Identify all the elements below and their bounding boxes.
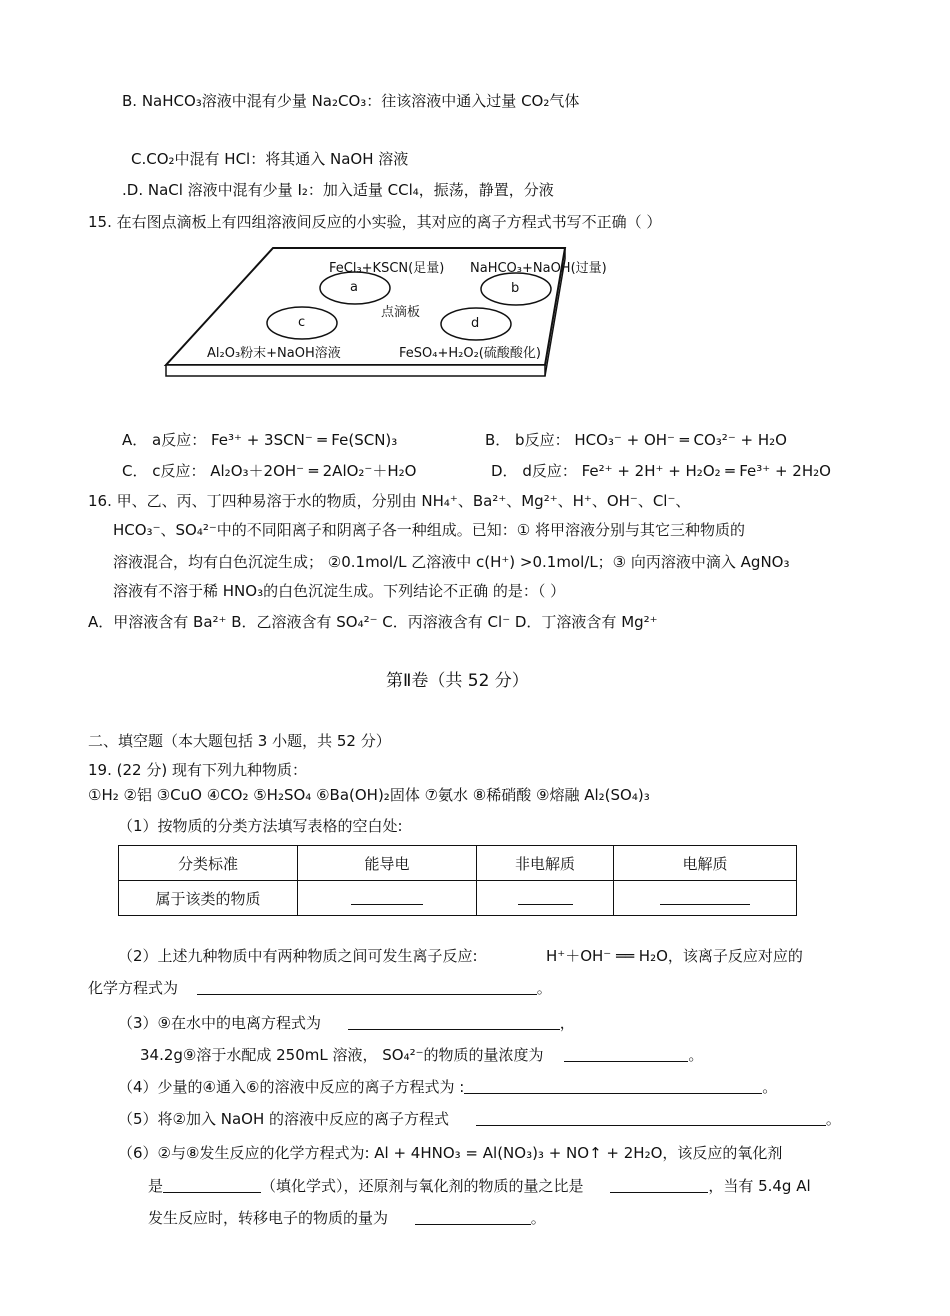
q19-sub2-equation: H⁺＋OH⁻ ══ H₂O，该离子反应对应的 xyxy=(546,947,803,965)
q19-sub2-b xyxy=(88,978,552,998)
period: 。 xyxy=(530,1209,546,1227)
label-well-b-reagents: NaHCO₃+NaOH(过量) xyxy=(470,261,607,276)
period: 。 xyxy=(825,1110,841,1128)
answer-blank[interactable] xyxy=(464,1079,762,1094)
answer-blank[interactable] xyxy=(163,1178,261,1193)
q19-substance-list: ①H₂ ②铝 ③CuO ④CO₂ ⑤H₂SO₄ ⑥Ba(OH)₂固体 ⑦氨水 ⑧稀硝酸 ⑨熔融 Al₂(SO₄)₃ xyxy=(88,786,650,804)
answer-blank[interactable] xyxy=(415,1210,531,1225)
sub6-prompt: 是 xyxy=(148,1177,164,1195)
q14-option-b: B. NaHCO₃溶液中混有少量 Na₂CO₃：往该溶液中通入过量 CO₂气体 xyxy=(122,92,580,110)
sub6-prompt-2: （填化学式），还原剂与氧化剂的物质的量之比是 xyxy=(261,1177,584,1195)
q19-sub6-c xyxy=(148,1208,546,1228)
answer-blank[interactable] xyxy=(197,980,537,995)
q14-option-d: .D. NaCl 溶液中混有少量 I₂：加入适量 CCl₄，振荡，静置，分液 xyxy=(122,181,554,199)
answer-blank[interactable] xyxy=(610,1178,708,1193)
q14-option-c: C.CO₂中混有 HCl：将其通入 NaOH 溶液 xyxy=(131,150,409,168)
answer-blank[interactable] xyxy=(564,1047,688,1062)
q19-heading: 19. (22 分) 现有下列九种物质： xyxy=(88,761,307,779)
q15-option-d: D． d反应： Fe²⁺ + 2H⁺ + H₂O₂ ═ Fe³⁺ + 2H₂O xyxy=(491,462,831,480)
q19-sub3-a xyxy=(118,1013,575,1033)
well-d-letter: d xyxy=(471,316,480,331)
q16-line-2: HCO₃⁻、SO₄²⁻中的不同阳离子和阴离子各一种组成。已知：① 将甲溶液分别与其它三种物质的 xyxy=(113,521,745,539)
period: 。 xyxy=(762,1078,778,1096)
sub2-prompt: 化学方程式为 xyxy=(88,979,179,997)
q19-sub5 xyxy=(118,1109,841,1129)
q19-sub6-a: （6）②与⑧发生反应的化学方程式为: Al + 4HNO₃ = Al(NO₃)₃ + NO↑ + 2H₂O，该反应的氧化剂 xyxy=(118,1144,783,1162)
well-b-letter: b xyxy=(511,281,520,296)
answer-blank[interactable] xyxy=(348,1015,560,1030)
table-header-cell: 分类标准 xyxy=(119,846,298,881)
q19-sub6-b xyxy=(148,1176,811,1196)
classification-table xyxy=(118,845,797,916)
q15-option-b: B． b反应： HCO₃⁻ + OH⁻ ═ CO₃²⁻ + H₂O xyxy=(485,431,787,449)
sub5-prompt: （5）将②加入 NaOH 的溶液中反应的离子方程式 xyxy=(118,1110,450,1128)
spot-plate-diagram xyxy=(160,243,607,378)
label-spot-plate: 点滴板 xyxy=(381,305,421,320)
answer-blank[interactable] xyxy=(476,1111,826,1126)
q19-sub2-a: （2）上述九种物质中有两种物质之间可发生离子反应: xyxy=(118,947,478,965)
label-well-c-reagents: Al₂O₃粉末+NaOH溶液 xyxy=(207,346,341,361)
q15-stem: 15. 在右图点滴板上有四组溶液间反应的小实验，其对应的离子方程式书写不正确（ ） xyxy=(88,213,662,231)
q19-sub3-b xyxy=(140,1045,703,1065)
q16-line-1: 16. 甲、乙、丙、丁四种易溶于水的物质，分别由 NH₄⁺、Ba²⁺、Mg²⁺、H⁺、OH⁻、Cl⁻、 xyxy=(88,492,691,510)
table-header-cell: 能导电 xyxy=(298,846,477,881)
electrolyte-answer-cell[interactable] xyxy=(614,881,797,916)
q19-sub4 xyxy=(118,1077,777,1097)
sub6-prompt-3: ，当有 5.4g Al xyxy=(708,1177,811,1195)
part2-title: 第Ⅱ卷（共 52 分） xyxy=(386,671,529,691)
answer-blank[interactable] xyxy=(518,890,573,905)
sub3-prompt: （3）⑨在水中的电离方程式为 xyxy=(118,1014,321,1032)
well-c-letter: c xyxy=(298,315,306,330)
period: 。 xyxy=(536,979,552,997)
answer-blank[interactable] xyxy=(660,890,750,905)
q15-option-c: C． c反应： Al₂O₃＋2OH⁻ ═ 2AlO₂⁻＋H₂O xyxy=(122,462,417,480)
table-row-label: 属于该类的物质 xyxy=(119,881,298,916)
sub3-prompt-2: 34.2g⑨溶于水配成 250mL 溶液， SO₄²⁻的物质的量浓度为 xyxy=(140,1046,544,1064)
well-a-letter: a xyxy=(350,280,358,295)
comma: ， xyxy=(559,1014,575,1032)
section-heading: 二、填空题（本大题包括 3 小题，共 52 分） xyxy=(88,732,391,750)
nonelectrolyte-answer-cell[interactable] xyxy=(477,881,614,916)
q19-sub1: （1）按物质的分类方法填写表格的空白处: xyxy=(118,817,403,835)
q16-line-4: 溶液有不溶于稀 HNO₃的白色沉淀生成。下列结论不正确 的是：（ ） xyxy=(113,582,566,600)
period: 。 xyxy=(688,1046,704,1064)
table-header-cell: 非电解质 xyxy=(477,846,614,881)
table-header-cell: 电解质 xyxy=(614,846,797,881)
q16-line-3: 溶液混合，均有白色沉淀生成； ②0.1mol/L 乙溶液中 c(H⁺) >0.1mol/L；③ 向丙溶液中滴入 AgNO₃ xyxy=(113,553,790,571)
conductor-answer-cell[interactable] xyxy=(298,881,477,916)
q16-options: A．甲溶液含有 Ba²⁺ B．乙溶液含有 SO₄²⁻ C．丙溶液含有 Cl⁻ D．丁溶液含有 Mg²⁺ xyxy=(88,613,658,631)
q15-option-a: A． a反应： Fe³⁺ + 3SCN⁻ ═ Fe(SCN)₃ xyxy=(122,431,398,449)
label-well-d-reagents: FeSO₄+H₂O₂(硫酸酸化) xyxy=(399,346,541,361)
answer-blank[interactable] xyxy=(351,890,423,905)
sub6-prompt-4: 发生反应时，转移电子的物质的量为 xyxy=(148,1209,389,1227)
label-well-a-reagents: FeCl₃+KSCN(足量) xyxy=(329,261,445,276)
sub4-prompt: （4）少量的④通入⑥的溶液中反应的离子方程式为 : xyxy=(118,1078,465,1096)
